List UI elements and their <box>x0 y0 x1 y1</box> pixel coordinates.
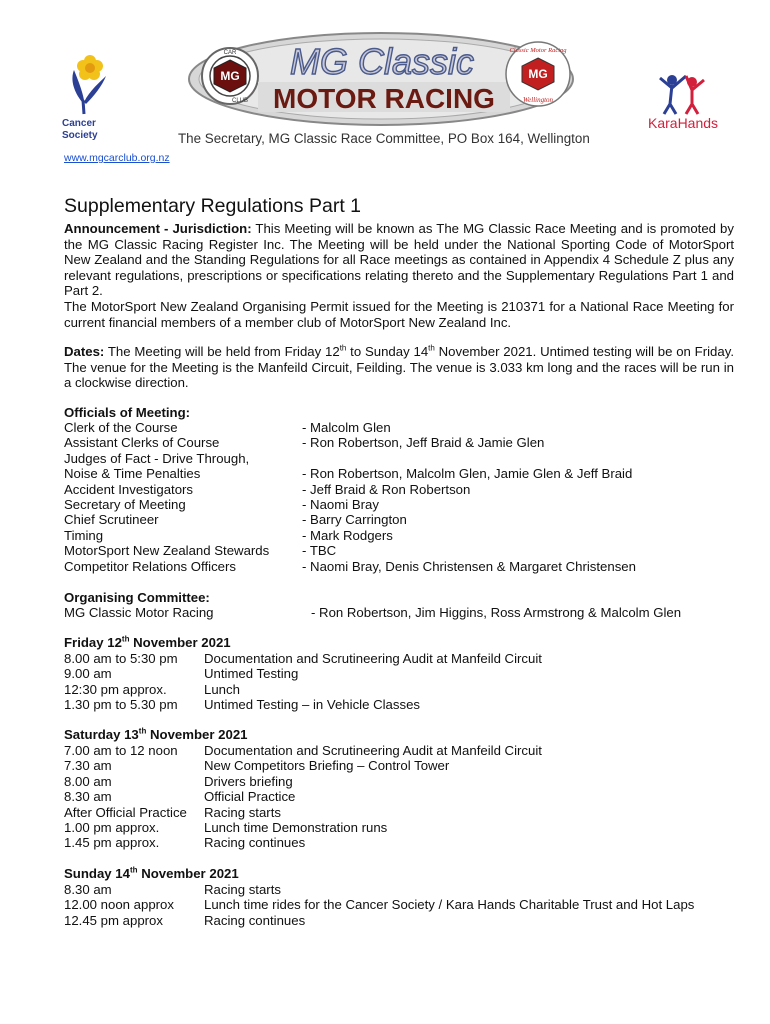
committee-heading: Organising Committee: <box>64 590 210 605</box>
schedule-description: Racing starts <box>204 804 281 820</box>
schedule-time: 8.30 am <box>64 882 112 897</box>
official-role: Competitor Relations Officers <box>64 558 236 574</box>
schedule-time: 8.00 am to 5:30 pm <box>64 651 178 666</box>
saturday-heading: Saturday 13th November 2021 <box>64 726 248 742</box>
svg-text:Wellington: Wellington <box>522 96 554 104</box>
daffodil-icon <box>60 52 116 142</box>
official-role: Secretary of Meeting <box>64 497 186 512</box>
svg-text:MG Classic: MG Classic <box>289 41 475 82</box>
classic-motor-racing-badge-icon <box>506 42 570 106</box>
official-names: - Ron Robertson, Jeff Braid & Jamie Glen <box>302 435 545 451</box>
schedule-description: Drivers briefing <box>204 773 293 789</box>
kara-hands-logo <box>646 72 722 134</box>
schedule-description: Documentation and Scrutineering Audit at Manfeild Circuit <box>204 743 542 758</box>
schedule-description: Lunch <box>204 681 240 697</box>
website-link[interactable]: www.mgcarclub.org.nz <box>64 152 170 164</box>
official-role: Noise & Time Penalties <box>64 466 201 482</box>
official-names: - Naomi Bray <box>302 497 379 512</box>
schedule-description: New Competitors Briefing – Control Tower <box>204 758 450 774</box>
official-role: Accident Investigators <box>64 481 194 497</box>
svg-text:MG: MG <box>528 67 548 81</box>
schedule-time: 12:30 pm approx. <box>64 681 167 697</box>
committee-role: MG Classic Motor Racing <box>64 605 214 620</box>
cancer-society-logo <box>60 52 116 142</box>
official-role: Clerk of the Course <box>64 420 178 435</box>
official-names: - Jeff Braid & Ron Robertson <box>302 481 471 497</box>
schedule-time: 1.45 pm approx. <box>64 835 160 851</box>
official-names: - Barry Carrington <box>302 512 407 528</box>
dates-label: Dates: <box>64 344 105 359</box>
secretary-address: The Secretary, MG Classic Race Committee, PO Box 164, Wellington <box>178 131 590 146</box>
official-role: Chief Scrutineer <box>64 512 159 528</box>
svg-text:Society: Society <box>62 130 98 141</box>
schedule-time: 9.00 am <box>64 666 112 682</box>
svg-text:CLUB: CLUB <box>231 98 249 104</box>
dates-paragraph: Dates: The Meeting will be held from Friday 12th to Sunday 14th November 2021. Untimed testing will be on Friday. The venue for the Meeting is the Manfeild Circuit, Feilding. The venue is 3.033 km long and the races will be run in a clockwise direction. <box>64 343 734 391</box>
official-role: MotorSport New Zealand Stewards <box>64 543 270 559</box>
schedule-description: Racing continues <box>204 912 306 928</box>
schedule-description: Untimed Testing – in Vehicle Classes <box>204 697 420 713</box>
committee-members: - Ron Robertson, Jim Higgins, Ross Armstrong & Malcolm Glen <box>311 605 682 620</box>
official-names: - Mark Rodgers <box>302 527 393 543</box>
schedule-time: 8.00 am <box>64 773 112 789</box>
schedule-description: Official Practice <box>204 789 296 805</box>
schedule-description: Lunch time rides for the Cancer Society / Kara Hands Charitable Trust and Hot Laps <box>204 897 695 913</box>
schedule-time: 7.30 am <box>64 758 112 774</box>
schedule-time: 8.30 am <box>64 789 112 805</box>
officials-heading: Officials of Meeting: <box>64 405 191 420</box>
official-names: - Malcolm Glen <box>302 420 391 435</box>
svg-text:Classic Motor Racing: Classic Motor Racing <box>509 47 567 54</box>
schedule-description: Untimed Testing <box>204 666 299 682</box>
official-names: - Ron Robertson, Malcolm Glen, Jamie Glen & Jeff Braid <box>302 466 633 482</box>
mg-classic-banner-logo <box>186 30 576 128</box>
svg-text:MG: MG <box>220 69 240 83</box>
announcement-text: This Meeting will be known as The MG Classic Race Meeting and is promoted by the MG Classic Racing Register Inc. The Meeting will be held under the National Sporting Code of MotorSport New Zealand and the Standing Regulations for all Race meetings as contained in Appendix 4 Schedule Z plus any relevant regulations, prescriptions or specifications relating thereto and the Supplementary Regulations Part 1 and Part 2. <box>64 221 734 299</box>
schedule-description: Racing continues <box>204 835 306 851</box>
announcement-label: Announcement - Jurisdiction: <box>64 221 252 236</box>
page-title: Supplementary Regulations Part 1 <box>64 195 362 217</box>
official-role: Judges of Fact - Drive Through, <box>64 450 250 466</box>
mg-car-club-badge-icon <box>202 48 258 104</box>
schedule-time: 12.45 pm approx <box>64 912 163 928</box>
schedule-time: After Official Practice <box>64 804 187 820</box>
schedule-time: 12.00 noon approx <box>64 897 174 913</box>
sunday-heading: Sunday 14th November 2021 <box>64 865 239 881</box>
permit-text: The MotorSport New Zealand Organising Permit issued for the Meeting is 210371 for a National Race Meeting for current financial members of a member club of MotorSport New Zealand Inc. <box>64 298 734 330</box>
schedule-description: Lunch time Demonstration runs <box>204 820 388 835</box>
schedule-time: 1.00 pm approx. <box>64 820 160 835</box>
friday-heading: Friday 12th November 2021 <box>64 634 231 650</box>
svg-text:CAR: CAR <box>223 50 237 56</box>
schedule-description: Racing starts <box>204 882 281 897</box>
svg-text:KaraHands: KaraHands <box>648 115 719 131</box>
schedule-time: 7.00 am to 12 noon <box>64 743 178 758</box>
svg-text:Cancer: Cancer <box>62 118 96 129</box>
schedule-time: 1.30 pm to 5.30 pm <box>64 697 178 713</box>
schedule-description: Documentation and Scrutineering Audit at Manfeild Circuit <box>204 651 542 666</box>
official-role: Timing <box>64 527 104 543</box>
official-names: - Naomi Bray, Denis Christensen & Margaret Christensen <box>302 558 636 574</box>
hands-figures-icon <box>646 72 722 134</box>
announcement-paragraph <box>64 221 734 330</box>
svg-text:MOTOR RACING: MOTOR RACING <box>273 83 495 114</box>
official-names: - TBC <box>302 543 337 559</box>
official-role: Assistant Clerks of Course <box>64 435 220 451</box>
